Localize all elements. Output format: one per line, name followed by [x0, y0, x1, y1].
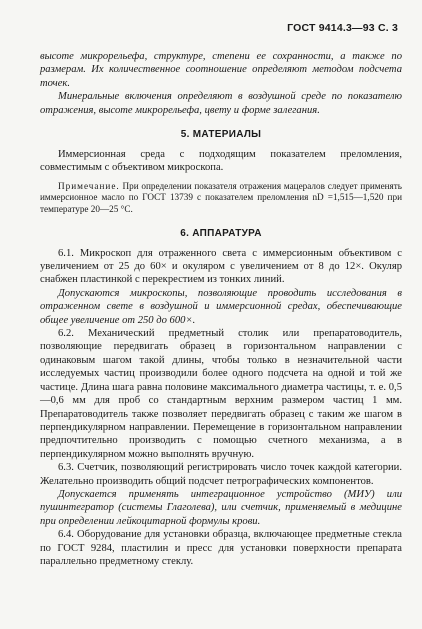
- section-6-paragraph-3: 6.2. Механический предметный столик или препаратоводитель, позволяющие передвигать образец в горизонтальном направлении с одинаковым шагом такой длины, чтобы только в незначительной части исследуемых частиц производили более одного подсчета на одной и той же частице. Длина шага равна половине максимального диаметра частицы, т. е. 0,5—0,6 мм для проб со стандартным верхним размером частиц 1 мм. Препаратоводитель также позволяет передвигать образец с таким же шагом в перпендикулярном направлении. Перемещение в горизонтальном направлении предпочтительно производить с помощью счетного механизма, а в перпендикулярном можно выполнять вручную.: [40, 328, 402, 460]
- section-5-text: Иммерсионная среда с подходящим показателем преломления, совместимым с объективом микроскопа.: [40, 149, 402, 174]
- section-6-paragraph-6: 6.4. Оборудование для установки образца, включающее предметные стекла по ГОСТ 9284, пластилин и пресс для установки поверхности препарата параллельно предметному стеклу.: [40, 529, 402, 567]
- paragraph-top-1: высоте микрорельефа, структуре, степени ее сохранности, а также по размерам. Их количественное соотношение определяют методом подсчета точек.: [40, 51, 402, 89]
- section-6-paragraph-4: 6.3. Счетчик, позволяющий регистрировать число точек каждой категории. Желательно производить общий подсчет петрографических компонентов.: [40, 462, 402, 487]
- page-content: [40, 50, 402, 568]
- section-5-title: 5. МАТЕРИАЛЫ: [180, 129, 262, 141]
- section-6-paragraph-5: Допускается применять интеграционное устройство (МИУ) или пушинтегратор (системы Глаголева), или счетчик, применяемый в медицине при определении лейкоцитарной формулы крови.: [40, 488, 402, 527]
- paragraph-top-2: Минеральные включения определяют в воздушной среде по показателю отражения, высоте микрорельефа, цвету и форме залегания.: [40, 91, 402, 116]
- section-6-title: 6. АППАРАТУРА: [180, 227, 262, 239]
- note-text: При определении показателя отражения мацералов следует применять иммерсионное масло по ГОСТ 13739 с показателем преломления nD =1,515—1,520 при температуре 20—25 °С.: [40, 180, 402, 215]
- page-header: ГОСТ 9414.3—93 С. 3: [287, 22, 398, 34]
- section-6-paragraph-1: 6.1. Микроскоп для отраженного света с иммерсионным объективом с увеличением от 25 до 60× и окуляром с увеличением от 8 до 12×. Окуляр снабжен пластинкой с перекрестием из тонких линий.: [40, 247, 402, 286]
- note-label: Примечание.: [58, 180, 120, 191]
- section-6-paragraph-2: Допускаются микроскопы, позволяющие проводить исследования в отраженном свете в воздушной и иммерсионной средах, обеспечивающие общее увеличение от 250 до 600×.: [40, 287, 402, 326]
- section-5-note: [40, 181, 402, 216]
